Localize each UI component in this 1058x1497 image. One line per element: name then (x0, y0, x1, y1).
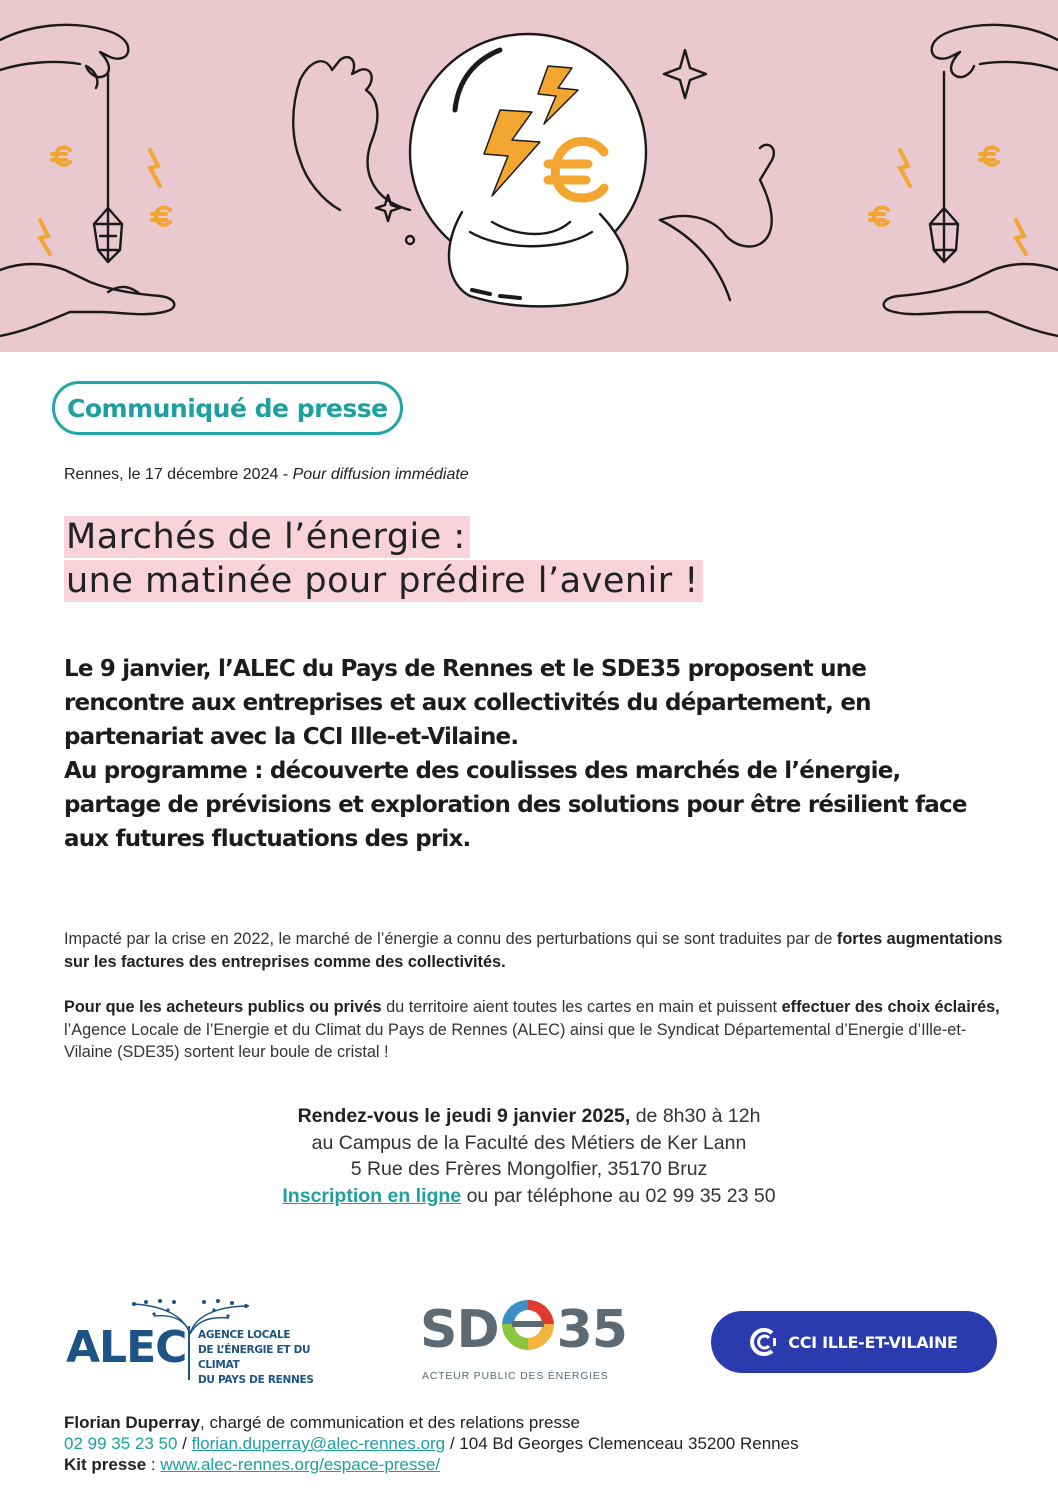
press-release-badge (52, 381, 403, 435)
diffusion-note: Pour diffusion immédiate (292, 466, 469, 483)
alec-divider (188, 1326, 190, 1380)
cci-mark-icon (750, 1327, 780, 1357)
contact-line-1 (64, 1412, 1044, 1433)
lead-text (64, 652, 984, 856)
body-text-bold: fortes augmentations sur les factures des entreprises comme des collectivités. (64, 930, 1003, 971)
sde35-logo (418, 1300, 648, 1390)
sparkle-icon (664, 50, 706, 98)
alec-line-1: AGENCE LOCALE (198, 1329, 291, 1341)
event-date: Rendez-vous le jeudi 9 janvier 2025, (297, 1105, 631, 1127)
hand-pendulum-icon (0, 25, 128, 77)
event-time: de 8h30 à 12h (630, 1105, 761, 1127)
event-address: 5 Rue des Frères Mongolfier, 35170 Bruz (350, 1158, 708, 1180)
crystal-ball-illustration (0, 0, 1058, 352)
contact-address: / 104 Bd Georges Clemenceau 35200 Rennes (445, 1434, 799, 1453)
signup-link[interactable]: Inscription en ligne (282, 1184, 462, 1207)
lead-paragraph-2: Au programme : découverte des coulisses des marchés de l’énergie, partage de prévisions et exploration des solutions pour être résilient face aux futures fluctuations des prix. (64, 758, 967, 852)
event-signup (64, 1183, 994, 1210)
press-contact (64, 1412, 1044, 1475)
header-banner (0, 0, 1058, 352)
event-venue: au Campus de la Faculté des Métiers de Ker Lann (311, 1131, 747, 1154)
contact-line-2 (64, 1433, 1044, 1454)
cci-logo (711, 1311, 997, 1373)
kit-separator: : (146, 1455, 161, 1474)
sde-e-mark-icon (498, 1294, 558, 1356)
sde35-tagline: ACTEUR PUBLIC DES ÉNERGIES (422, 1370, 609, 1382)
contact-phone[interactable]: 02 99 35 23 50 (64, 1434, 178, 1453)
alec-line-3: DU PAYS DE RENNES (198, 1374, 314, 1386)
body-text: l’Agence Locale de l’Energie et du Climat du Pays de Rennes (ALEC) ainsi que le Syndicat Départemental d’Energie d’Ille-et-Vilaine (SDE35) sortent leur boule de cristal ! (64, 1020, 967, 1061)
body-text-bold: effectuer des choix éclairés, (781, 998, 1000, 1016)
body-text: Impacté par la crise en 2022, le marché de l’énergie a connu des perturbations qui se sont traduites par de (64, 930, 837, 948)
sde-number: 35 (556, 1300, 627, 1360)
cci-label: CCI ILLE-ET-VILAINE (788, 1332, 958, 1352)
contact-separator: / (177, 1434, 192, 1453)
dateline-separator: - (278, 466, 293, 483)
press-kit-link[interactable]: www.alec-rennes.org/espace-presse/ (160, 1455, 441, 1474)
dateline (64, 466, 469, 484)
body-text-bold: Pour que les acheteurs publics ou privés (64, 998, 382, 1016)
alec-logo (64, 1300, 334, 1390)
page-title (64, 516, 703, 604)
kit-label: Kit presse (64, 1455, 147, 1474)
event-when (64, 1103, 994, 1130)
place-date: Rennes, le 17 décembre 2024 (64, 466, 279, 483)
contact-name: Florian Duperray (64, 1413, 201, 1432)
body-paragraph-2 (64, 996, 1004, 1064)
event-details (64, 1103, 994, 1209)
alec-wordmark: ALEC (66, 1322, 187, 1373)
alec-fullname (198, 1328, 334, 1388)
sde-letters: SD (420, 1300, 499, 1360)
title-line-1: Marchés de l’énergie : (64, 516, 470, 558)
title-line-2: une matinée pour prédire l’avenir ! (64, 560, 703, 602)
signup-phone: ou par téléphone au 02 99 35 23 50 (461, 1184, 776, 1207)
alec-line-2: DE L’ÉNERGIE ET DU CLIMAT (198, 1344, 311, 1371)
badge-label: Communiqué de presse (67, 393, 388, 423)
body-paragraph-1 (64, 928, 1004, 973)
contact-email-link[interactable]: florian.duperray@alec-rennes.org (191, 1434, 446, 1453)
lead-paragraph-1: Le 9 janvier, l’ALEC du Pays de Rennes et le SDE35 proposent une rencontre aux entreprises et aux collectivités du département, en partenariat avec la CCI Ille-et-Vilaine. (64, 656, 871, 750)
body-text: du territoire aient toutes les cartes en main et puissent (381, 998, 782, 1016)
contact-role: , chargé de communication et des relations presse (200, 1413, 580, 1432)
contact-line-3 (64, 1454, 1044, 1475)
